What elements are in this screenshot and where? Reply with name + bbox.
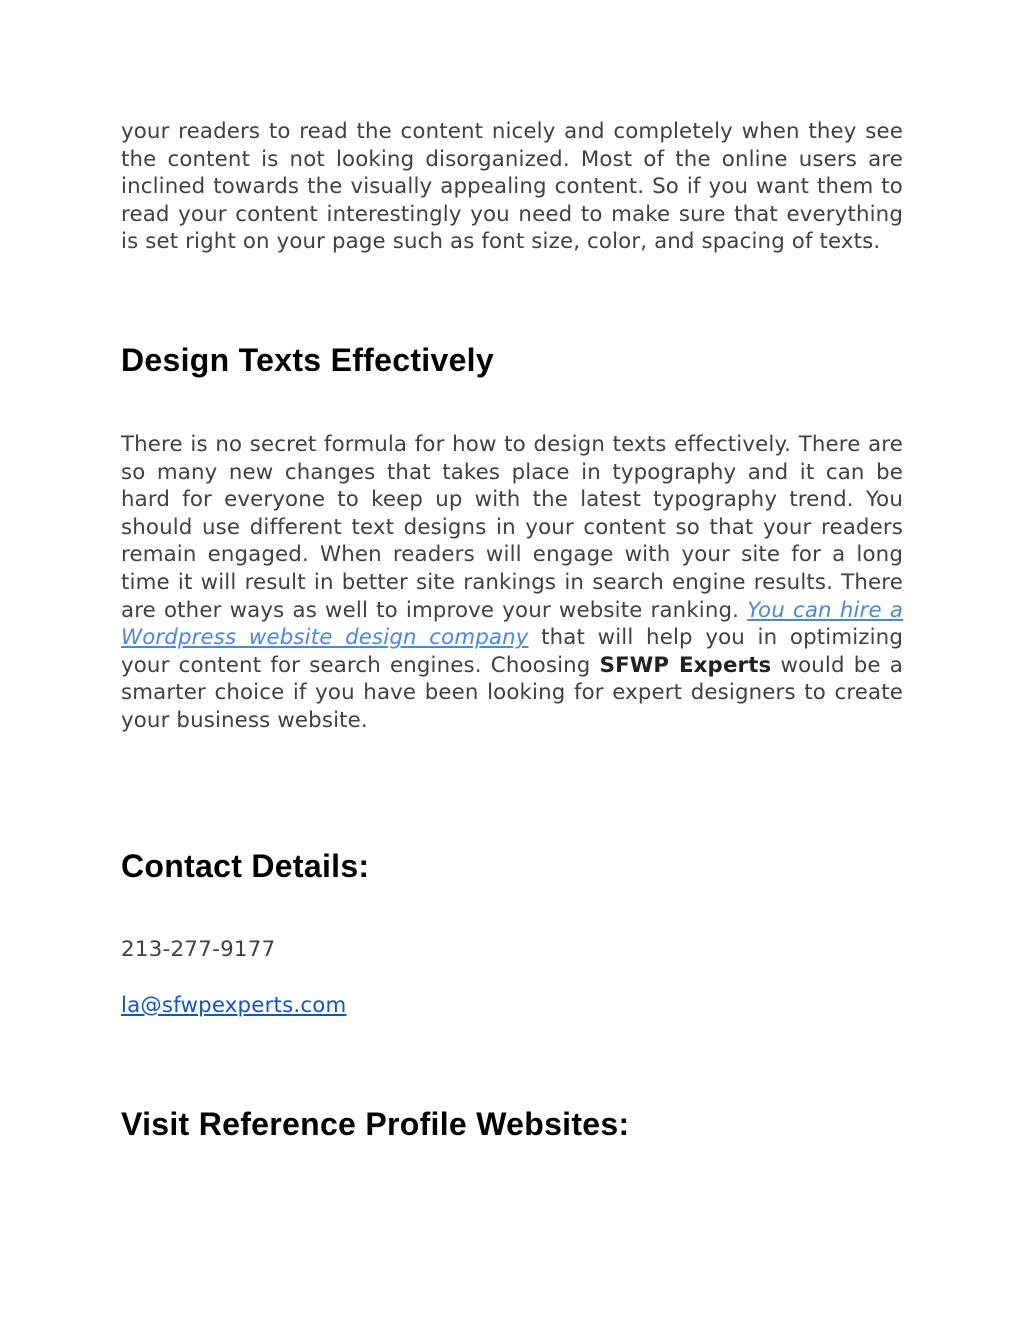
design-paragraph-end: would be a smarter choice if you have been looking for expert designers to create your business website. [121,652,904,733]
contact-details-heading: Contact Details: [121,848,370,884]
design-paragraph-middle: that will help you in optimizing your content for search engines. Choosing [121,625,903,678]
design-texts-heading: Design Texts Effectively [121,342,494,378]
company-name-bold: SFWP Experts [599,652,772,678]
reference-profiles-heading: Visit Reference Profile Websites: [121,1106,630,1142]
email-link[interactable]: la@sfwpexperts.com [121,993,347,1018]
wordpress-design-company-link[interactable]: You can hire a Wordpress website design company [121,597,904,651]
phone-number: 213-277-9177 [121,937,276,962]
intro-paragraph: your readers to read the content nicely and completely when they see the content is not looking disorganized. Most of the online users are inclined towards the visually appealing content. So if you want them to read your content interestingly you need to make sure that everything is set right on your page such as font size, color, and spacing of texts. [121,119,903,255]
design-paragraph [121,431,903,735]
design-paragraph-intro: There is no secret formula for how to design texts effectively. There are so many new changes that takes place in typography and it can be hard for everyone to keep up with the latest typography trend. You should use different text designs in your content so that your readers remain engaged. When readers will engage with your site for a long time it will result in better site rankings in search engine results. There are other ways as well to improve your website ranking. [121,432,903,623]
